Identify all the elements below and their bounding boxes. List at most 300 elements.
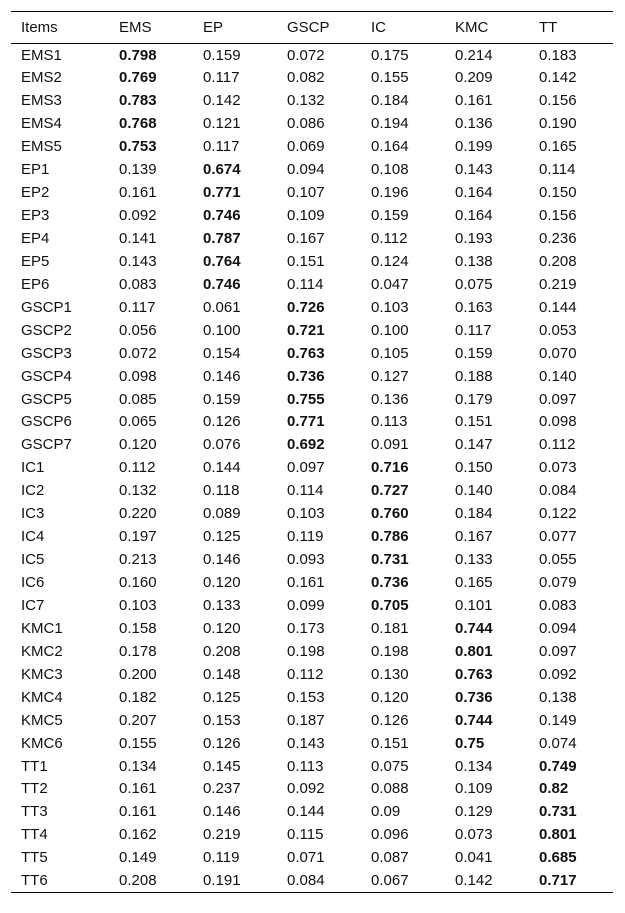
loading-cell: 0.198 — [287, 642, 325, 660]
loading-cell: 0.161 — [455, 92, 493, 110]
loading-cell: 0.191 — [193, 869, 277, 892]
loading-cell: 0.161 — [119, 184, 157, 202]
loading-cell: 0.089 — [203, 505, 241, 523]
loading-cell: 0.721 — [287, 321, 325, 339]
loading-cell: 0.093 — [287, 551, 325, 569]
table-row — [11, 89, 613, 112]
row-item-label: GSCP6 — [21, 413, 72, 431]
header-row — [11, 12, 613, 44]
row-item-label: IC1 — [21, 459, 45, 477]
loading-cell: 0.055 — [539, 551, 577, 569]
loading-cell: 0.208 — [203, 642, 241, 660]
loading-cell: 0.100 — [203, 321, 241, 339]
loading-cell: 0.103 — [119, 596, 157, 614]
loading-cell: 0.056 — [119, 321, 157, 339]
loading-cell: 0.146 — [203, 803, 241, 821]
table-row — [11, 388, 613, 411]
row-item-label: IC3 — [21, 505, 45, 523]
row-item-label: TT1 — [21, 757, 48, 775]
loading-cell: 0.092 — [287, 780, 325, 798]
loading-cell: 0.736 — [287, 367, 325, 385]
loading-cell: 0.105 — [371, 344, 409, 362]
row-item-label: GSCP5 — [21, 390, 72, 408]
loading-cell: 0.155 — [371, 69, 409, 87]
row-item-label: TT3 — [21, 803, 48, 821]
loading-cell: 0.125 — [203, 528, 241, 546]
loading-cell: 0.118 — [203, 482, 240, 500]
loading-cell: 0.084 — [539, 482, 577, 500]
loading-cell: 0.083 — [539, 596, 577, 614]
loading-cell: 0.133 — [203, 596, 241, 614]
table-row — [11, 571, 613, 594]
loading-cell: 0.114 — [287, 275, 324, 293]
loading-cell: 0.183 — [539, 46, 577, 64]
table-row — [11, 319, 613, 342]
loading-cell: 0.138 — [455, 252, 493, 270]
loading-cell: 0.149 — [119, 849, 157, 867]
row-item-label: GSCP4 — [21, 367, 72, 385]
loading-cell: 0.112 — [371, 229, 408, 247]
row-item-label: GSCP1 — [21, 298, 72, 316]
table-row — [11, 617, 613, 640]
table-row — [11, 158, 613, 181]
table-row — [11, 112, 613, 135]
loading-cell: 0.193 — [455, 229, 493, 247]
loading-cell: 0.053 — [539, 321, 577, 339]
row-item-label: EP1 — [21, 161, 50, 179]
loading-cell: 0.069 — [287, 138, 325, 156]
loading-cell: 0.075 — [455, 275, 493, 293]
table-row — [11, 846, 613, 869]
table-row — [11, 823, 613, 846]
loading-cell: 0.75 — [455, 734, 485, 752]
loading-cell: 0.146 — [203, 367, 241, 385]
loading-cell: 0.237 — [203, 780, 241, 798]
loading-cell: 0.787 — [203, 229, 241, 247]
loading-cell: 0.134 — [455, 757, 493, 775]
loading-cell: 0.150 — [539, 184, 577, 202]
loading-cell: 0.727 — [371, 482, 409, 500]
row-item-label: EMS1 — [21, 46, 62, 64]
loading-cell: 0.219 — [539, 275, 577, 293]
loading-cell: 0.092 — [539, 665, 577, 683]
row-item-label: EP4 — [21, 229, 50, 247]
loading-cell: 0.072 — [119, 344, 157, 362]
header-items: Items — [11, 12, 109, 44]
loading-cell: 0.084 — [277, 869, 361, 892]
loading-cell: 0.117 — [203, 69, 240, 87]
loading-cell: 0.047 — [371, 275, 409, 293]
loading-cell: 0.771 — [287, 413, 325, 431]
loading-cell: 0.134 — [119, 757, 157, 775]
row-item-label: EP2 — [21, 184, 50, 202]
loading-cell: 0.153 — [203, 711, 241, 729]
loading-cell: 0.09 — [371, 803, 401, 821]
loading-cell: 0.097 — [539, 642, 577, 660]
table-row — [11, 66, 613, 89]
row-item-label: TT5 — [21, 849, 48, 867]
row-item-label: TT4 — [21, 826, 48, 844]
loading-cell: 0.087 — [371, 849, 409, 867]
loading-cell: 0.199 — [455, 138, 493, 156]
loading-cell: 0.120 — [203, 619, 241, 637]
loading-cell: 0.099 — [287, 596, 325, 614]
row-item-label: TT6 — [11, 869, 109, 892]
loading-cell: 0.109 — [287, 207, 325, 225]
loading-cell: 0.147 — [455, 436, 493, 454]
loading-cell: 0.097 — [287, 459, 325, 477]
row-item-label: EMS3 — [21, 92, 62, 110]
loading-cell: 0.763 — [455, 665, 493, 683]
loading-cell: 0.120 — [119, 436, 157, 454]
row-item-label: EMS4 — [21, 115, 62, 133]
loading-cell: 0.190 — [539, 115, 577, 133]
loading-cell: 0.162 — [119, 826, 157, 844]
loading-cell: 0.753 — [119, 138, 157, 156]
loading-cell: 0.091 — [371, 436, 409, 454]
loading-cell: 0.798 — [119, 46, 157, 64]
cross-loadings-table-container — [11, 11, 613, 893]
loading-cell: 0.086 — [287, 115, 325, 133]
loading-cell: 0.076 — [203, 436, 241, 454]
loading-cell: 0.744 — [455, 711, 493, 729]
loading-cell: 0.119 — [203, 849, 240, 867]
loading-cell: 0.731 — [371, 551, 409, 569]
loading-cell: 0.119 — [287, 528, 324, 546]
loading-cell: 0.731 — [539, 803, 577, 821]
loading-cell: 0.041 — [455, 849, 493, 867]
loading-cell: 0.124 — [371, 252, 409, 270]
loading-cell: 0.151 — [371, 734, 409, 752]
loading-cell: 0.133 — [455, 551, 493, 569]
loading-cell: 0.207 — [119, 711, 157, 729]
loading-cell: 0.716 — [371, 459, 409, 477]
table-row — [11, 296, 613, 319]
loading-cell: 0.115 — [287, 826, 324, 844]
loading-cell: 0.065 — [119, 413, 157, 431]
loading-cell: 0.82 — [539, 780, 569, 798]
loading-cell: 0.072 — [287, 46, 325, 64]
loading-cell: 0.098 — [539, 413, 577, 431]
loading-cell: 0.208 — [109, 869, 193, 892]
loading-cell: 0.149 — [539, 711, 577, 729]
loading-cell: 0.801 — [455, 642, 493, 660]
loading-cell: 0.760 — [371, 505, 409, 523]
header-ems: EMS — [109, 12, 193, 44]
loading-cell: 0.113 — [287, 757, 324, 775]
loading-cell: 0.109 — [455, 780, 493, 798]
loading-cell: 0.114 — [287, 482, 324, 500]
loading-cell: 0.726 — [287, 298, 325, 316]
loading-cell: 0.126 — [203, 734, 241, 752]
table-row — [11, 456, 613, 479]
loading-cell: 0.117 — [203, 138, 240, 156]
cross-loadings-table — [11, 11, 613, 893]
loading-cell: 0.165 — [455, 574, 493, 592]
loading-cell: 0.161 — [287, 574, 325, 592]
row-item-label: KMC3 — [21, 665, 63, 683]
loading-cell: 0.151 — [455, 413, 493, 431]
loading-cell: 0.198 — [371, 642, 409, 660]
loading-cell: 0.736 — [371, 574, 409, 592]
loading-cell: 0.142 — [203, 92, 241, 110]
header-kmc: KMC — [445, 12, 529, 44]
row-item-label: GSCP2 — [21, 321, 72, 339]
loading-cell: 0.140 — [455, 482, 493, 500]
loading-cell: 0.184 — [455, 505, 493, 523]
row-item-label: EMS5 — [21, 138, 62, 156]
table-row — [11, 732, 613, 755]
loading-cell: 0.079 — [539, 574, 577, 592]
loading-cell: 0.182 — [119, 688, 157, 706]
header-tt: TT — [529, 12, 613, 44]
loading-cell: 0.786 — [371, 528, 409, 546]
loading-cell: 0.173 — [287, 619, 325, 637]
loading-cell: 0.214 — [455, 46, 493, 64]
loading-cell: 0.092 — [119, 207, 157, 225]
loading-cell: 0.200 — [119, 665, 157, 683]
table-row — [11, 594, 613, 617]
loading-cell: 0.156 — [539, 207, 577, 225]
loading-cell: 0.764 — [203, 252, 241, 270]
loading-cell: 0.184 — [371, 92, 409, 110]
loading-cell: 0.161 — [119, 780, 157, 798]
loading-cell: 0.156 — [539, 92, 577, 110]
loading-cell: 0.120 — [203, 574, 241, 592]
table-row — [11, 204, 613, 227]
table-row — [11, 181, 613, 204]
loading-cell: 0.112 — [539, 436, 576, 454]
row-item-label: IC4 — [21, 528, 45, 546]
loading-cell: 0.082 — [287, 69, 325, 87]
loading-cell: 0.113 — [371, 413, 408, 431]
row-item-label: TT2 — [21, 780, 48, 798]
loading-cell: 0.746 — [203, 275, 241, 293]
loading-cell: 0.187 — [287, 711, 325, 729]
row-item-label: GSCP7 — [21, 436, 72, 454]
loading-cell: 0.127 — [371, 367, 409, 385]
loading-cell: 0.154 — [203, 344, 241, 362]
loading-cell: 0.209 — [455, 69, 493, 87]
table-row — [11, 411, 613, 434]
loading-cell: 0.175 — [371, 46, 409, 64]
row-item-label: KMC2 — [21, 642, 63, 660]
loading-cell: 0.213 — [119, 551, 157, 569]
loading-cell: 0.763 — [287, 344, 325, 362]
loading-cell: 0.153 — [287, 688, 325, 706]
loading-cell: 0.112 — [119, 459, 156, 477]
loading-cell: 0.220 — [119, 505, 157, 523]
loading-cell: 0.746 — [203, 207, 241, 225]
loading-cell: 0.132 — [119, 482, 157, 500]
loading-cell: 0.096 — [371, 826, 409, 844]
loading-cell: 0.771 — [203, 184, 241, 202]
loading-cell: 0.100 — [371, 321, 409, 339]
loading-cell: 0.103 — [371, 298, 409, 316]
loading-cell: 0.219 — [203, 826, 241, 844]
loading-cell: 0.181 — [371, 619, 409, 637]
loading-cell: 0.158 — [119, 619, 157, 637]
loading-cell: 0.736 — [455, 688, 493, 706]
table-row — [11, 479, 613, 502]
table-row — [11, 525, 613, 548]
loading-cell: 0.101 — [455, 596, 493, 614]
header-ep: EP — [193, 12, 277, 44]
loading-cell: 0.088 — [371, 780, 409, 798]
loading-cell: 0.071 — [287, 849, 325, 867]
loading-cell: 0.142 — [445, 869, 529, 892]
loading-cell: 0.117 — [455, 321, 492, 339]
loading-cell: 0.769 — [119, 69, 157, 87]
loading-cell: 0.749 — [539, 757, 577, 775]
loading-cell: 0.112 — [287, 665, 324, 683]
table-header — [11, 12, 613, 44]
loading-cell: 0.073 — [455, 826, 493, 844]
table-row — [11, 755, 613, 778]
table-row — [11, 800, 613, 823]
loading-cell: 0.083 — [119, 275, 157, 293]
table-body — [11, 44, 613, 893]
loading-cell: 0.142 — [539, 69, 577, 87]
loading-cell: 0.139 — [119, 161, 157, 179]
loading-cell: 0.178 — [119, 642, 157, 660]
table-row — [11, 778, 613, 801]
loading-cell: 0.085 — [119, 390, 157, 408]
loading-cell: 0.145 — [203, 757, 241, 775]
loading-cell: 0.161 — [119, 803, 157, 821]
loading-cell: 0.129 — [455, 803, 493, 821]
table-row — [11, 342, 613, 365]
loading-cell: 0.167 — [287, 229, 325, 247]
table-row — [11, 663, 613, 686]
header-ic: IC — [361, 12, 445, 44]
loading-cell: 0.146 — [203, 551, 241, 569]
loading-cell: 0.098 — [119, 367, 157, 385]
table-row — [11, 44, 613, 67]
loading-cell: 0.159 — [203, 390, 241, 408]
loading-cell: 0.126 — [371, 711, 409, 729]
loading-cell: 0.094 — [539, 619, 577, 637]
loading-cell: 0.164 — [371, 138, 409, 156]
loading-cell: 0.122 — [539, 505, 577, 523]
table-row — [11, 869, 613, 892]
loading-cell: 0.114 — [539, 161, 576, 179]
loading-cell: 0.179 — [455, 390, 493, 408]
table-row — [11, 250, 613, 273]
row-item-label: KMC1 — [21, 619, 63, 637]
loading-cell: 0.070 — [539, 344, 577, 362]
loading-cell: 0.144 — [539, 298, 577, 316]
loading-cell: 0.120 — [371, 688, 409, 706]
loading-cell: 0.144 — [287, 803, 325, 821]
loading-cell: 0.674 — [203, 161, 241, 179]
loading-cell: 0.140 — [539, 367, 577, 385]
loading-cell: 0.144 — [203, 459, 241, 477]
row-item-label: KMC4 — [21, 688, 63, 706]
loading-cell: 0.141 — [119, 229, 157, 247]
loading-cell: 0.159 — [371, 207, 409, 225]
loading-cell: 0.783 — [119, 92, 157, 110]
loading-cell: 0.067 — [361, 869, 445, 892]
loading-cell: 0.755 — [287, 390, 325, 408]
loading-cell: 0.768 — [119, 115, 157, 133]
row-item-label: EP5 — [21, 252, 50, 270]
loading-cell: 0.117 — [119, 298, 156, 316]
loading-cell: 0.165 — [539, 138, 577, 156]
loading-cell: 0.150 — [455, 459, 493, 477]
loading-cell: 0.208 — [539, 252, 577, 270]
loading-cell: 0.103 — [287, 505, 325, 523]
table-row — [11, 227, 613, 250]
loading-cell: 0.143 — [119, 252, 157, 270]
loading-cell: 0.121 — [203, 115, 241, 133]
table-row — [11, 135, 613, 158]
loading-cell: 0.148 — [203, 665, 241, 683]
table-row — [11, 640, 613, 663]
loading-cell: 0.138 — [539, 688, 577, 706]
loading-cell: 0.160 — [119, 574, 157, 592]
loading-cell: 0.097 — [539, 390, 577, 408]
table-row — [11, 686, 613, 709]
loading-cell: 0.075 — [371, 757, 409, 775]
table-row — [11, 273, 613, 296]
row-item-label: EP6 — [21, 275, 50, 293]
loading-cell: 0.236 — [539, 229, 577, 247]
row-item-label: IC2 — [21, 482, 45, 500]
loading-cell: 0.143 — [455, 161, 493, 179]
loading-cell: 0.077 — [539, 528, 577, 546]
loading-cell: 0.136 — [371, 390, 409, 408]
row-item-label: IC5 — [21, 551, 45, 569]
loading-cell: 0.197 — [119, 528, 157, 546]
row-item-label: KMC5 — [21, 711, 63, 729]
loading-cell: 0.061 — [203, 298, 241, 316]
loading-cell: 0.167 — [455, 528, 493, 546]
loading-cell: 0.163 — [455, 298, 493, 316]
loading-cell: 0.744 — [455, 619, 493, 637]
loading-cell: 0.705 — [371, 596, 409, 614]
loading-cell: 0.143 — [287, 734, 325, 752]
row-item-label: EP3 — [21, 207, 50, 225]
table-row — [11, 548, 613, 571]
loading-cell: 0.164 — [455, 184, 493, 202]
loading-cell: 0.685 — [539, 849, 577, 867]
loading-cell: 0.801 — [539, 826, 577, 844]
loading-cell: 0.155 — [119, 734, 157, 752]
table-row — [11, 709, 613, 732]
loading-cell: 0.126 — [203, 413, 241, 431]
loading-cell: 0.136 — [455, 115, 493, 133]
loading-cell: 0.108 — [371, 161, 409, 179]
header-gscp: GSCP — [277, 12, 361, 44]
table-row — [11, 365, 613, 388]
loading-cell: 0.159 — [455, 344, 493, 362]
loading-cell: 0.130 — [371, 665, 409, 683]
loading-cell: 0.692 — [287, 436, 325, 454]
loading-cell: 0.151 — [287, 252, 325, 270]
loading-cell: 0.125 — [203, 688, 241, 706]
loading-cell: 0.107 — [287, 184, 325, 202]
loading-cell: 0.132 — [287, 92, 325, 110]
loading-cell: 0.159 — [203, 46, 241, 64]
loading-cell: 0.188 — [455, 367, 493, 385]
loading-cell: 0.196 — [371, 184, 409, 202]
loading-cell: 0.073 — [539, 459, 577, 477]
table-row — [11, 433, 613, 456]
loading-cell: 0.717 — [529, 869, 613, 892]
loading-cell: 0.094 — [287, 161, 325, 179]
row-item-label: EMS2 — [21, 69, 62, 87]
